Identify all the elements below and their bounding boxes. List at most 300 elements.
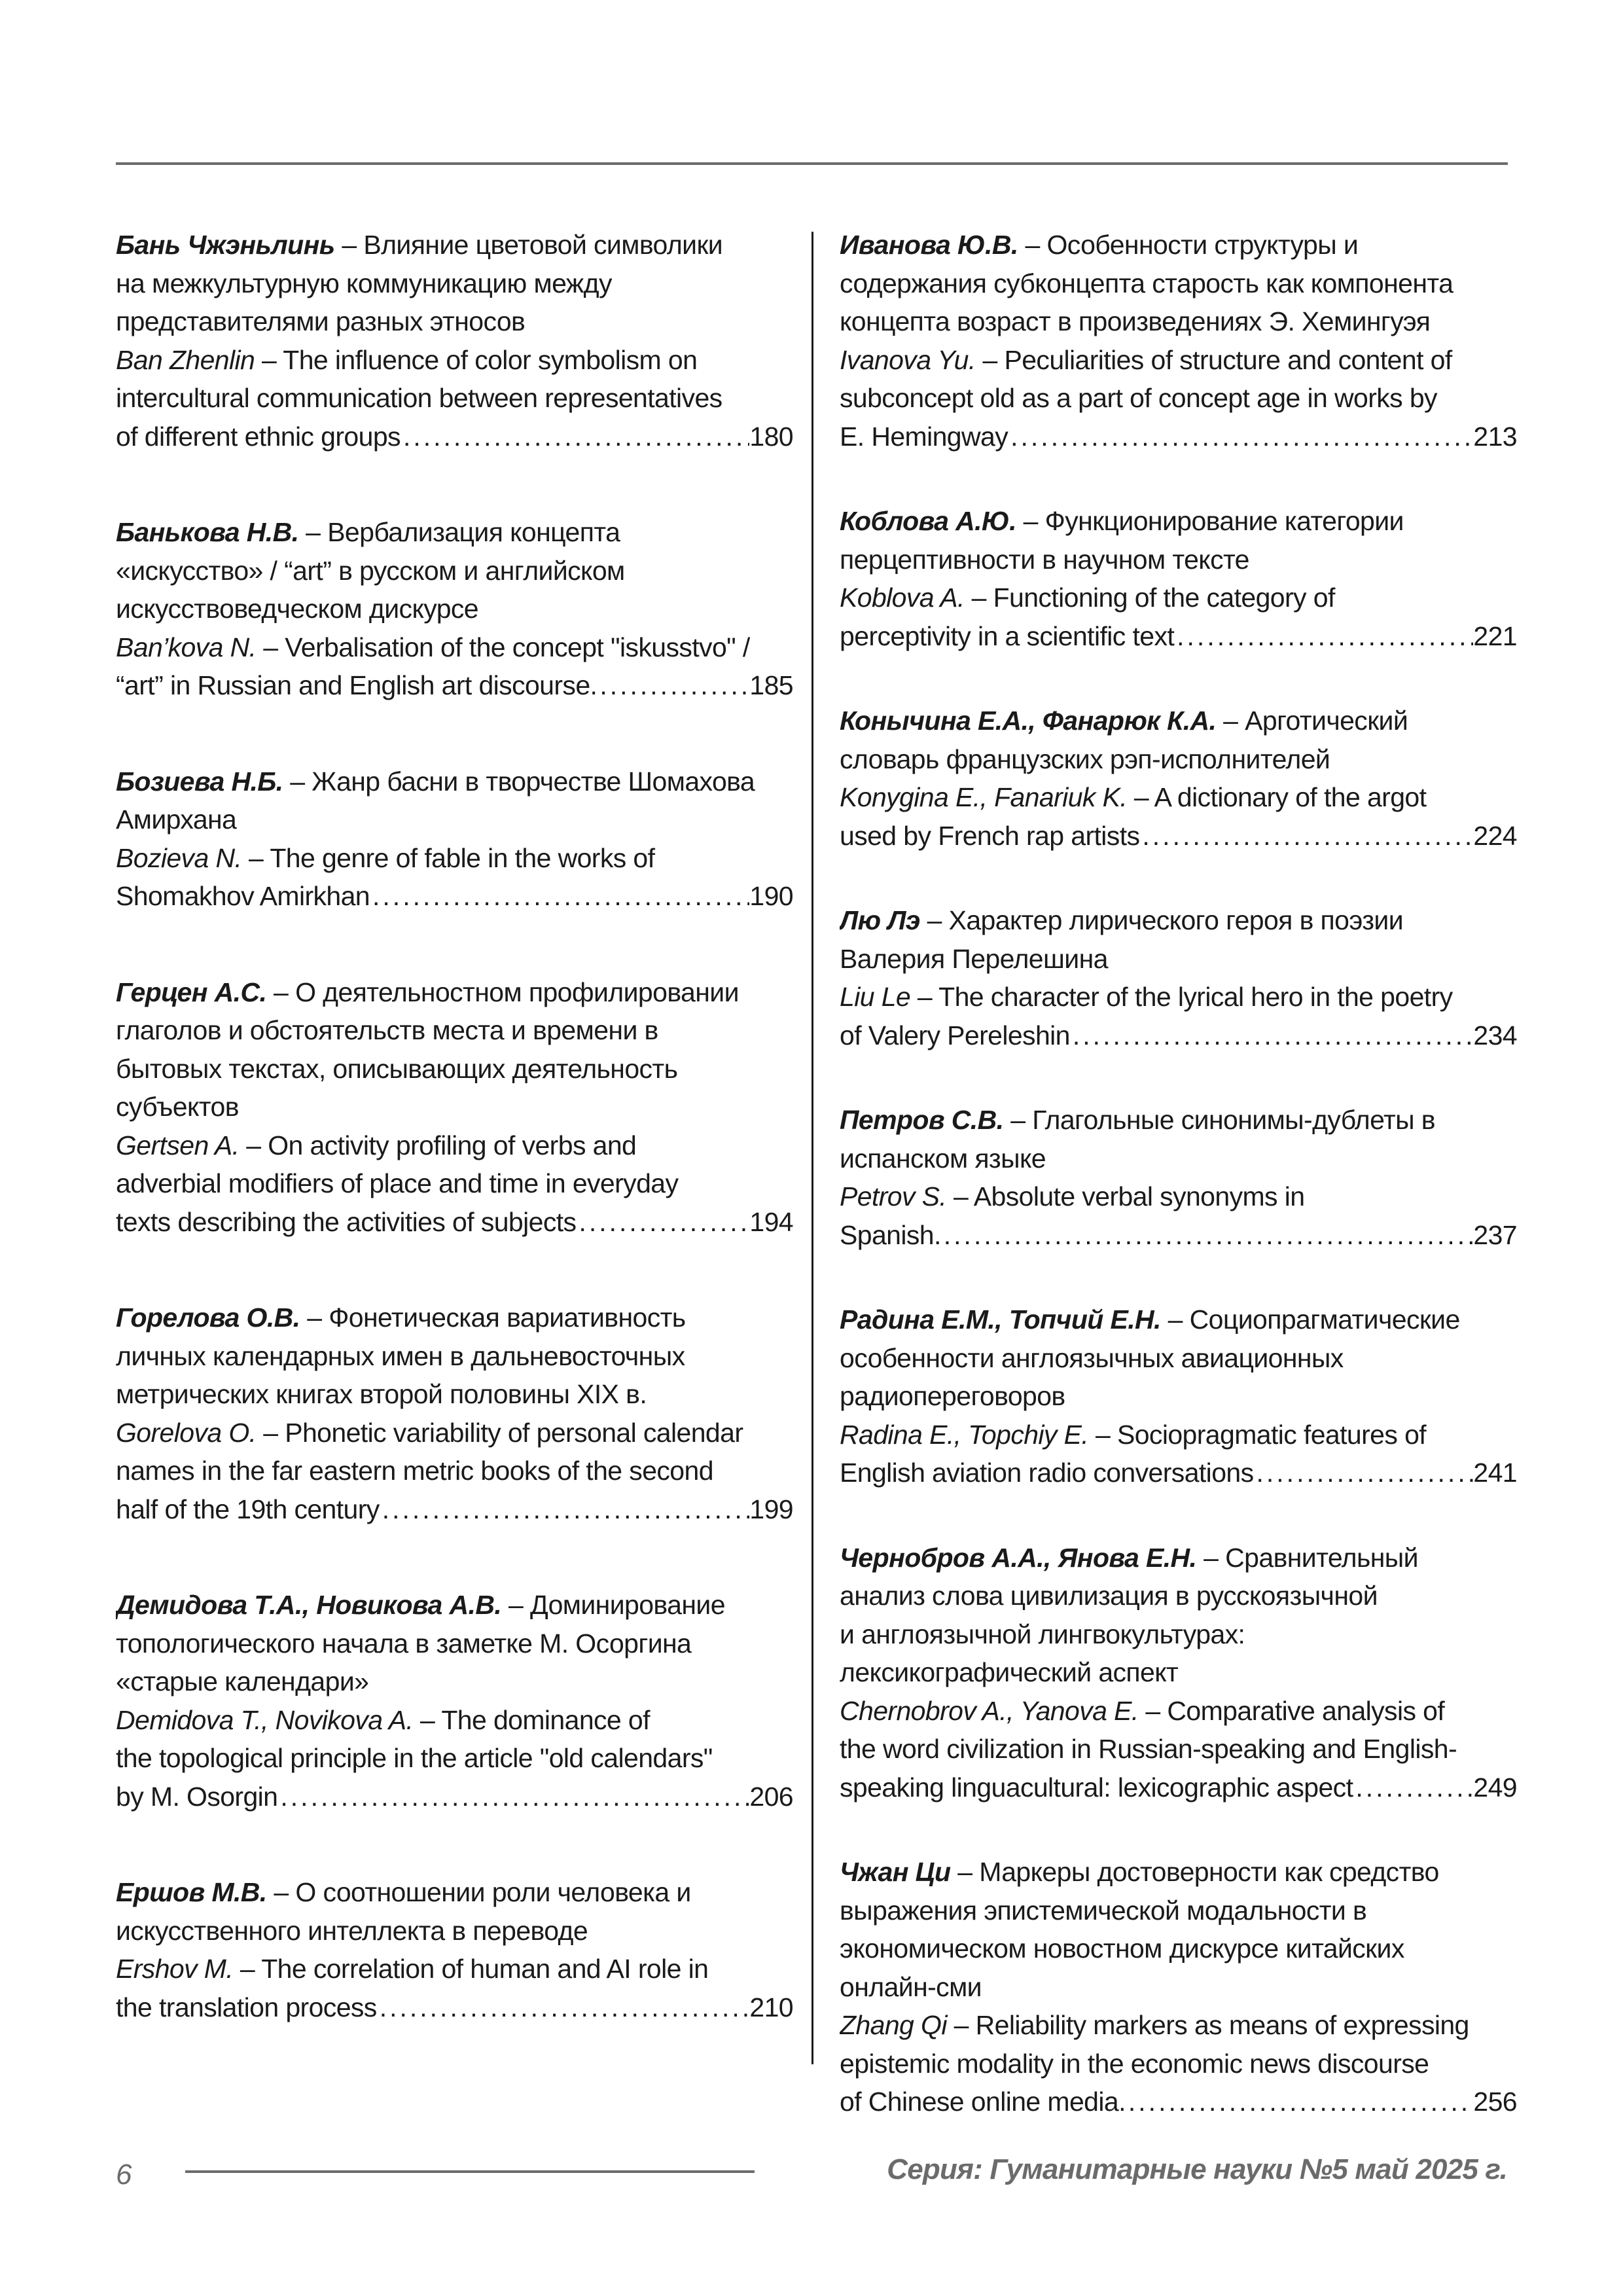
en-author: Ban Zhenlin — [116, 344, 255, 375]
en-title-wrap — [116, 1743, 713, 1773]
dash-separator: – — [1088, 1419, 1117, 1450]
toc-entry[interactable] — [840, 1853, 1517, 2121]
en-title-line — [840, 1454, 1517, 1492]
ru-title-line — [116, 1873, 793, 1912]
page-ref[interactable]: 234 — [1473, 1020, 1517, 1050]
en-title-text: English aviation radio conversations — [840, 1458, 1254, 1488]
ru-title-text: Сравнительный — [1225, 1542, 1418, 1573]
en-author: Chernobrov A., Yanova E. — [840, 1695, 1139, 1726]
ru-title-text: Фонетическая вариативность — [329, 1302, 686, 1333]
ru-title-line — [116, 800, 793, 839]
en-title-text: speaking linguacultural: lexicographic aspect — [840, 1772, 1353, 1803]
en-title-text: A dictionary of the argot — [1154, 782, 1427, 812]
ru-title-text: Арготический — [1245, 706, 1408, 736]
en-title-wrap — [116, 632, 750, 662]
en-title-text: Reliability markers as means of expressing — [975, 2010, 1469, 2040]
en-title-wrap — [840, 2010, 1469, 2040]
ru-title-text: концепта возраст в произведениях Э. Хемингуэя — [840, 306, 1431, 336]
ru-title-line — [840, 1300, 1517, 1339]
dash-separator: – — [1016, 506, 1045, 536]
en-title-wrap — [116, 1954, 708, 1984]
ru-title-line — [116, 513, 793, 552]
en-title-wrap — [840, 418, 1008, 456]
ru-title-line — [840, 1653, 1517, 1692]
dash-separator: – — [413, 1704, 442, 1735]
page-ref[interactable]: 249 — [1473, 1772, 1517, 1803]
ru-title-line — [116, 1088, 793, 1126]
toc-column-left — [116, 226, 793, 2026]
en-title-text: by M. Osorgin — [116, 1781, 278, 1812]
dash-separator: – — [266, 1877, 296, 1907]
en-title-text: of different ethnic groups — [116, 421, 401, 452]
journal-series-title: Серия: Гуманитарные науки №5 май 2025 г. — [887, 2153, 1507, 2185]
ru-title-line — [116, 1912, 793, 1950]
en-title-line — [840, 617, 1517, 656]
ru-title-line — [840, 226, 1517, 264]
page-ref[interactable]: 256 — [1473, 2087, 1517, 2117]
ru-title-text: Жанр басни в творчестве Шомахова — [312, 766, 755, 797]
dash-separator: – — [256, 632, 285, 662]
dot-leader — [1353, 1768, 1473, 1807]
toc-entry[interactable] — [116, 973, 793, 1242]
ru-title-line — [840, 1377, 1517, 1416]
ru-title-line — [840, 502, 1517, 541]
toc-entry[interactable] — [840, 1539, 1517, 1807]
ru-author: Бозиева Н.Б. — [116, 766, 283, 797]
en-title-text: epistemic modality in the economic news discourse — [840, 2048, 1429, 2079]
en-title-wrap — [840, 1016, 1070, 1055]
ru-title-line — [840, 302, 1517, 341]
ru-author: Банькова Н.В. — [116, 517, 299, 547]
dot-leader — [401, 418, 749, 456]
ru-title-text: «старые календари» — [116, 1666, 369, 1696]
ru-title-text: глаголов и обстоятельств места и времени в — [116, 1015, 658, 1045]
en-title-wrap — [116, 1490, 380, 1529]
dot-leader — [941, 1216, 1474, 1255]
page-ref[interactable]: 210 — [749, 1992, 793, 2022]
ru-title-text: субъектов — [116, 1092, 239, 1122]
ru-title-text: словарь французских рэп-исполнителей — [840, 744, 1330, 774]
en-title-wrap — [840, 2083, 1126, 2121]
en-author: Ivanova Yu. — [840, 344, 976, 375]
en-title-line — [116, 1778, 793, 1816]
en-title-wrap — [840, 1216, 941, 1255]
en-title-wrap — [116, 1168, 678, 1198]
ru-title-line — [116, 552, 793, 590]
en-title-text: adverbial modifiers of place and time in everyday — [116, 1168, 679, 1198]
en-title-wrap — [840, 1181, 1304, 1211]
ru-title-text: содержания субконцепта старость как компонента — [840, 268, 1454, 298]
en-title-line — [840, 1768, 1517, 1807]
en-title-text: The dominance of — [441, 1704, 650, 1735]
en-title-line — [840, 817, 1517, 855]
ru-title-line — [840, 1577, 1517, 1615]
en-title-line — [116, 1414, 793, 1452]
toc-entry[interactable] — [840, 1101, 1517, 1254]
dash-separator: – — [501, 1590, 530, 1620]
ru-author: Радина Е.М., Топчий Е.Н. — [840, 1304, 1161, 1335]
en-title-text: “art” in Russian and English art discourse. — [116, 670, 597, 700]
page-ref[interactable]: 241 — [1473, 1458, 1517, 1488]
ru-title-text: бытовых текстах, описывающих деятельность — [116, 1053, 678, 1084]
en-title-text: names in the far eastern metric books of the second — [116, 1456, 713, 1486]
en-title-wrap — [116, 1130, 636, 1160]
dot-leader — [1008, 418, 1473, 456]
dot-leader — [370, 877, 749, 916]
en-title-text: perceptivity in a scientific text — [840, 620, 1175, 651]
ru-title-line — [840, 1101, 1517, 1139]
en-title-wrap — [840, 2049, 1429, 2079]
en-title-line — [116, 1739, 793, 1778]
ru-author: Герцен А.С. — [116, 977, 267, 1007]
dash-separator: – — [283, 766, 312, 797]
en-title-wrap — [116, 345, 697, 375]
en-title-line — [116, 1701, 793, 1740]
ru-title-text: и англоязычной лингвокультурах: — [840, 1619, 1245, 1649]
dot-leader — [576, 1203, 749, 1242]
en-title-text: of Valery Pereleshin — [840, 1020, 1070, 1050]
en-title-text: Sociopragmatic features of — [1116, 1419, 1427, 1450]
dot-leader — [597, 666, 749, 705]
ru-title-line — [840, 541, 1517, 579]
ru-title-text: Валерия Перелешина — [840, 943, 1108, 974]
toc-entry[interactable] — [840, 226, 1517, 456]
ru-title-line — [840, 1339, 1517, 1378]
en-title-text: The character of the lyrical hero in the poetry — [938, 982, 1453, 1012]
ru-title-text: Особенности структуры и — [1046, 230, 1359, 260]
en-title-wrap — [116, 1456, 713, 1486]
en-title-wrap — [840, 1768, 1353, 1807]
dot-leader — [1070, 1016, 1474, 1055]
ru-title-text: испанском языке — [840, 1143, 1046, 1174]
en-title-text: Comparative analysis of — [1167, 1695, 1445, 1726]
en-author: Demidova T., Novikova A. — [116, 1704, 414, 1735]
ru-title-text: анализ слова цивилизация в русскоязычной — [840, 1581, 1378, 1611]
ru-title-text: Влияние цветовой символики — [363, 230, 723, 260]
page-ref[interactable]: 221 — [1473, 620, 1517, 651]
ru-title-text: Характер лирического героя в поэзии — [948, 905, 1404, 935]
en-title-text: texts describing the activities of subjects — [116, 1206, 577, 1237]
toc-entry[interactable] — [116, 226, 793, 456]
ru-title-line — [116, 1337, 793, 1376]
en-title-wrap — [840, 982, 1453, 1012]
ru-author: Горелова О.В. — [116, 1302, 300, 1333]
en-title-wrap — [116, 877, 370, 916]
ru-title-text: перцептивности в научном тексте — [840, 544, 1249, 575]
en-title-line — [116, 877, 793, 916]
en-title-text: Spanish. — [840, 1219, 941, 1250]
dot-leader — [1126, 2083, 1474, 2121]
en-title-wrap — [840, 1454, 1254, 1492]
toc-column-right — [840, 226, 1517, 2121]
dash-separator: – — [950, 1857, 980, 1887]
en-title-line — [840, 1730, 1517, 1768]
ru-author: Демидова Т.А., Новикова А.В. — [116, 1590, 502, 1620]
page-number: 6 — [116, 2159, 132, 2191]
ru-title-line — [116, 1624, 793, 1663]
toc-entry[interactable] — [116, 1873, 793, 2026]
en-author: Gertsen A. — [116, 1130, 240, 1160]
footer-rule — [185, 2170, 755, 2173]
ru-title-line — [840, 264, 1517, 303]
ru-title-text: «искусство» / “art” в русском и английском — [116, 555, 625, 586]
toc-entry[interactable] — [116, 513, 793, 705]
en-title-wrap — [116, 843, 654, 873]
ru-author: Коблова А.Ю. — [840, 506, 1016, 536]
en-title-text: used by French rap artists — [840, 820, 1140, 851]
en-title-line — [116, 628, 793, 667]
page-ref[interactable]: 199 — [749, 1494, 793, 1524]
dash-separator: – — [964, 583, 993, 613]
ru-title-text: метрических книгах второй половины XIX в. — [116, 1379, 647, 1409]
en-title-wrap — [116, 666, 597, 705]
en-author: Zhang Qi — [840, 2010, 947, 2040]
en-title-line — [116, 1988, 793, 2027]
en-author: Konygina E., Fanariuk K. — [840, 782, 1128, 812]
en-title-text: half of the 19th century — [116, 1494, 380, 1524]
en-title-text: intercultural communication between representatives — [116, 383, 722, 413]
en-title-text: Phonetic variability of personal calendar — [285, 1417, 743, 1448]
en-title-line — [116, 1490, 793, 1529]
dash-separator: – — [1127, 782, 1154, 812]
en-title-line — [840, 2083, 1517, 2121]
en-title-line — [116, 1203, 793, 1242]
dash-separator: – — [239, 1130, 268, 1160]
dash-separator: – — [300, 1302, 329, 1333]
page-ref[interactable]: 213 — [1473, 421, 1517, 452]
dash-separator: – — [1160, 1304, 1190, 1335]
en-title-wrap — [116, 418, 401, 456]
toc-entry[interactable] — [116, 762, 793, 916]
header-rule — [116, 162, 1508, 165]
en-title-text: Shomakhov Amirkhan — [116, 881, 370, 911]
ru-title-line — [116, 264, 793, 303]
column-divider — [812, 232, 813, 2064]
dash-separator: – — [946, 1181, 974, 1211]
dash-separator: – — [233, 1954, 262, 1984]
ru-title-text: Маркеры достоверности как средство — [979, 1857, 1439, 1887]
page-ref[interactable]: 237 — [1473, 1219, 1517, 1250]
en-title-line — [840, 2006, 1517, 2045]
ru-title-line — [116, 1662, 793, 1701]
ru-title-text: Функционирование категории — [1044, 506, 1404, 536]
dash-separator: – — [241, 842, 270, 873]
dot-leader — [377, 1988, 750, 2027]
ru-title-line — [116, 762, 793, 801]
page-ref[interactable]: 180 — [749, 421, 793, 452]
page-ref[interactable]: 185 — [749, 670, 793, 700]
en-title-line — [116, 1452, 793, 1490]
ru-title-line — [840, 1892, 1517, 1930]
page-ref[interactable]: 194 — [749, 1206, 793, 1237]
en-title-line — [116, 418, 793, 456]
en-title-wrap — [840, 345, 1452, 375]
en-author: Bozieva N. — [116, 842, 242, 873]
en-author: Radina E., Topchiy E. — [840, 1419, 1089, 1450]
en-author: Liu Le — [840, 982, 911, 1012]
en-title-text: Absolute verbal synonyms in — [973, 1181, 1305, 1211]
ru-title-text: искусствоведческом дискурсе — [116, 594, 478, 624]
en-title-wrap — [840, 1734, 1457, 1764]
ru-title-line — [840, 1853, 1517, 1892]
ru-author: Чжан Ци — [840, 1857, 951, 1887]
ru-author: Чернобров А.А., Янова Е.Н. — [840, 1542, 1197, 1573]
en-title-line — [840, 579, 1517, 617]
ru-title-text: Доминирование — [529, 1590, 725, 1620]
dash-separator: – — [1196, 1542, 1226, 1573]
toc-entry[interactable] — [116, 1586, 793, 1816]
dot-leader — [1254, 1454, 1474, 1492]
en-title-text: Peculiarities of structure and content of — [1004, 344, 1452, 375]
toc-entry[interactable] — [840, 502, 1517, 655]
dash-separator: – — [256, 1417, 285, 1448]
ru-title-text: экономическом новостном дискурсе китайских — [840, 1933, 1404, 1964]
en-title-text: The genre of fable in the works of — [270, 842, 655, 873]
en-title-line — [116, 1950, 793, 1988]
ru-author: Иванова Ю.В. — [840, 230, 1018, 260]
dash-separator: – — [1216, 706, 1245, 736]
en-title-wrap — [840, 583, 1335, 613]
dash-separator: – — [975, 344, 1005, 375]
en-author: Ban’kova N. — [116, 632, 257, 662]
en-title-line — [116, 839, 793, 878]
dash-separator: – — [255, 344, 283, 375]
en-title-line — [840, 1016, 1517, 1055]
dash-separator: – — [1018, 230, 1047, 260]
dash-separator: – — [946, 2010, 976, 2040]
en-title-line — [840, 1692, 1517, 1731]
ru-title-line — [116, 1586, 793, 1624]
en-author: Koblova A. — [840, 583, 965, 613]
ru-title-text: О деятельностном профилировании — [295, 977, 739, 1007]
en-title-wrap — [116, 1203, 576, 1242]
ru-title-text: представителями разных этносов — [116, 306, 526, 336]
ru-title-line — [116, 1375, 793, 1414]
ru-title-text: личных календарных имен в дальневосточных — [116, 1340, 685, 1371]
ru-author: Бань Чжэньлинь — [116, 230, 335, 260]
ru-author: Ершов М.В. — [116, 1877, 267, 1907]
page-ref[interactable]: 206 — [749, 1781, 793, 1812]
dot-leader — [1174, 617, 1473, 656]
ru-title-line — [840, 940, 1517, 978]
ru-title-text: топологического начала в заметке М. Осоргина — [116, 1628, 692, 1659]
page-ref[interactable]: 190 — [749, 881, 793, 911]
ru-title-text: радиопереговоров — [840, 1381, 1065, 1411]
dash-separator: – — [1138, 1695, 1168, 1726]
en-title-line — [840, 1416, 1517, 1454]
ru-title-line — [840, 1929, 1517, 1968]
ru-title-text: О соотношении роли человека и — [295, 1877, 691, 1907]
en-title-text: The influence of color symbolism on — [283, 344, 698, 375]
en-title-wrap — [116, 1988, 377, 2027]
ru-title-text: искусственного интеллекта в переводе — [116, 1915, 588, 1946]
en-title-wrap — [840, 617, 1174, 656]
page-ref[interactable]: 224 — [1473, 820, 1517, 851]
en-title-text: Verbalisation of the concept "iskusstvo" / — [285, 632, 750, 662]
dash-separator: – — [919, 905, 949, 935]
dot-leader — [1139, 817, 1473, 855]
ru-author: Петров С.В. — [840, 1105, 1004, 1135]
en-title-line — [116, 666, 793, 705]
toc-entry[interactable] — [840, 702, 1517, 855]
toc-entry[interactable] — [840, 901, 1517, 1054]
ru-title-text: особенности англоязычных авиационных — [840, 1342, 1344, 1373]
en-title-text: of Chinese online media. — [840, 2087, 1126, 2117]
ru-title-text: на межкультурную коммуникацию между — [116, 268, 612, 298]
en-title-text: Functioning of the category of — [993, 583, 1335, 613]
en-title-text: On activity profiling of verbs and — [268, 1130, 637, 1160]
en-author: Ershov M. — [116, 1954, 234, 1984]
dash-separator: – — [334, 230, 364, 260]
en-title-line — [116, 379, 793, 418]
ru-title-line — [840, 702, 1517, 740]
en-title-wrap — [840, 782, 1426, 812]
ru-title-line — [840, 740, 1517, 779]
en-title-text: subconcept old as a part of concept age in works by — [840, 383, 1437, 413]
dot-leader — [380, 1490, 750, 1529]
en-title-text: E. Hemingway — [840, 421, 1008, 452]
en-title-wrap — [116, 1705, 650, 1735]
dash-separator: – — [1003, 1105, 1033, 1135]
ru-title-line — [116, 973, 793, 1012]
en-title-wrap — [840, 1696, 1444, 1726]
en-author: Petrov S. — [840, 1181, 947, 1211]
en-title-line — [116, 341, 793, 380]
ru-title-line — [116, 302, 793, 341]
en-title-wrap — [840, 1420, 1426, 1450]
ru-title-text: Глагольные синонимы-дублеты в — [1032, 1105, 1435, 1135]
en-title-line — [840, 418, 1517, 456]
toc-entry[interactable] — [116, 1299, 793, 1528]
en-title-line — [840, 379, 1517, 418]
dash-separator: – — [266, 977, 296, 1007]
en-title-text: the word civilization in Russian-speaking and English- — [840, 1734, 1457, 1764]
en-title-text: the topological principle in the article "old calendars" — [116, 1743, 713, 1773]
ru-title-text: выражения эпистемической модальности в — [840, 1895, 1367, 1926]
ru-title-text: онлайн-сми — [840, 1971, 982, 2002]
en-title-line — [840, 2045, 1517, 2083]
ru-title-line — [116, 1011, 793, 1050]
en-title-line — [840, 1177, 1517, 1216]
ru-title-line — [116, 1050, 793, 1088]
ru-title-line — [840, 1615, 1517, 1654]
en-title-line — [840, 1216, 1517, 1255]
en-title-wrap — [116, 1418, 743, 1448]
ru-title-line — [116, 590, 793, 628]
toc-entry[interactable] — [840, 1300, 1517, 1492]
en-title-line — [116, 1126, 793, 1165]
en-title-text: the translation process — [116, 1992, 377, 2022]
dash-separator: – — [910, 982, 939, 1012]
ru-author: Лю Лэ — [840, 905, 920, 935]
en-title-wrap — [116, 1778, 277, 1816]
ru-title-line — [116, 1299, 793, 1337]
ru-title-line — [840, 1968, 1517, 2007]
ru-title-text: Социопрагматические — [1189, 1304, 1460, 1335]
ru-title-line — [840, 1139, 1517, 1178]
dot-leader — [277, 1778, 749, 1816]
ru-title-line — [116, 226, 793, 264]
en-title-line — [840, 978, 1517, 1016]
en-author: Gorelova O. — [116, 1417, 257, 1448]
en-title-wrap — [840, 383, 1437, 413]
en-title-wrap — [116, 383, 722, 413]
ru-title-line — [840, 901, 1517, 940]
ru-title-text: лексикографический аспект — [840, 1657, 1179, 1687]
ru-author: Конычина Е.А., Фанарюк К.А. — [840, 706, 1217, 736]
ru-title-text: Амирхана — [116, 804, 237, 834]
dash-separator: – — [298, 517, 328, 547]
